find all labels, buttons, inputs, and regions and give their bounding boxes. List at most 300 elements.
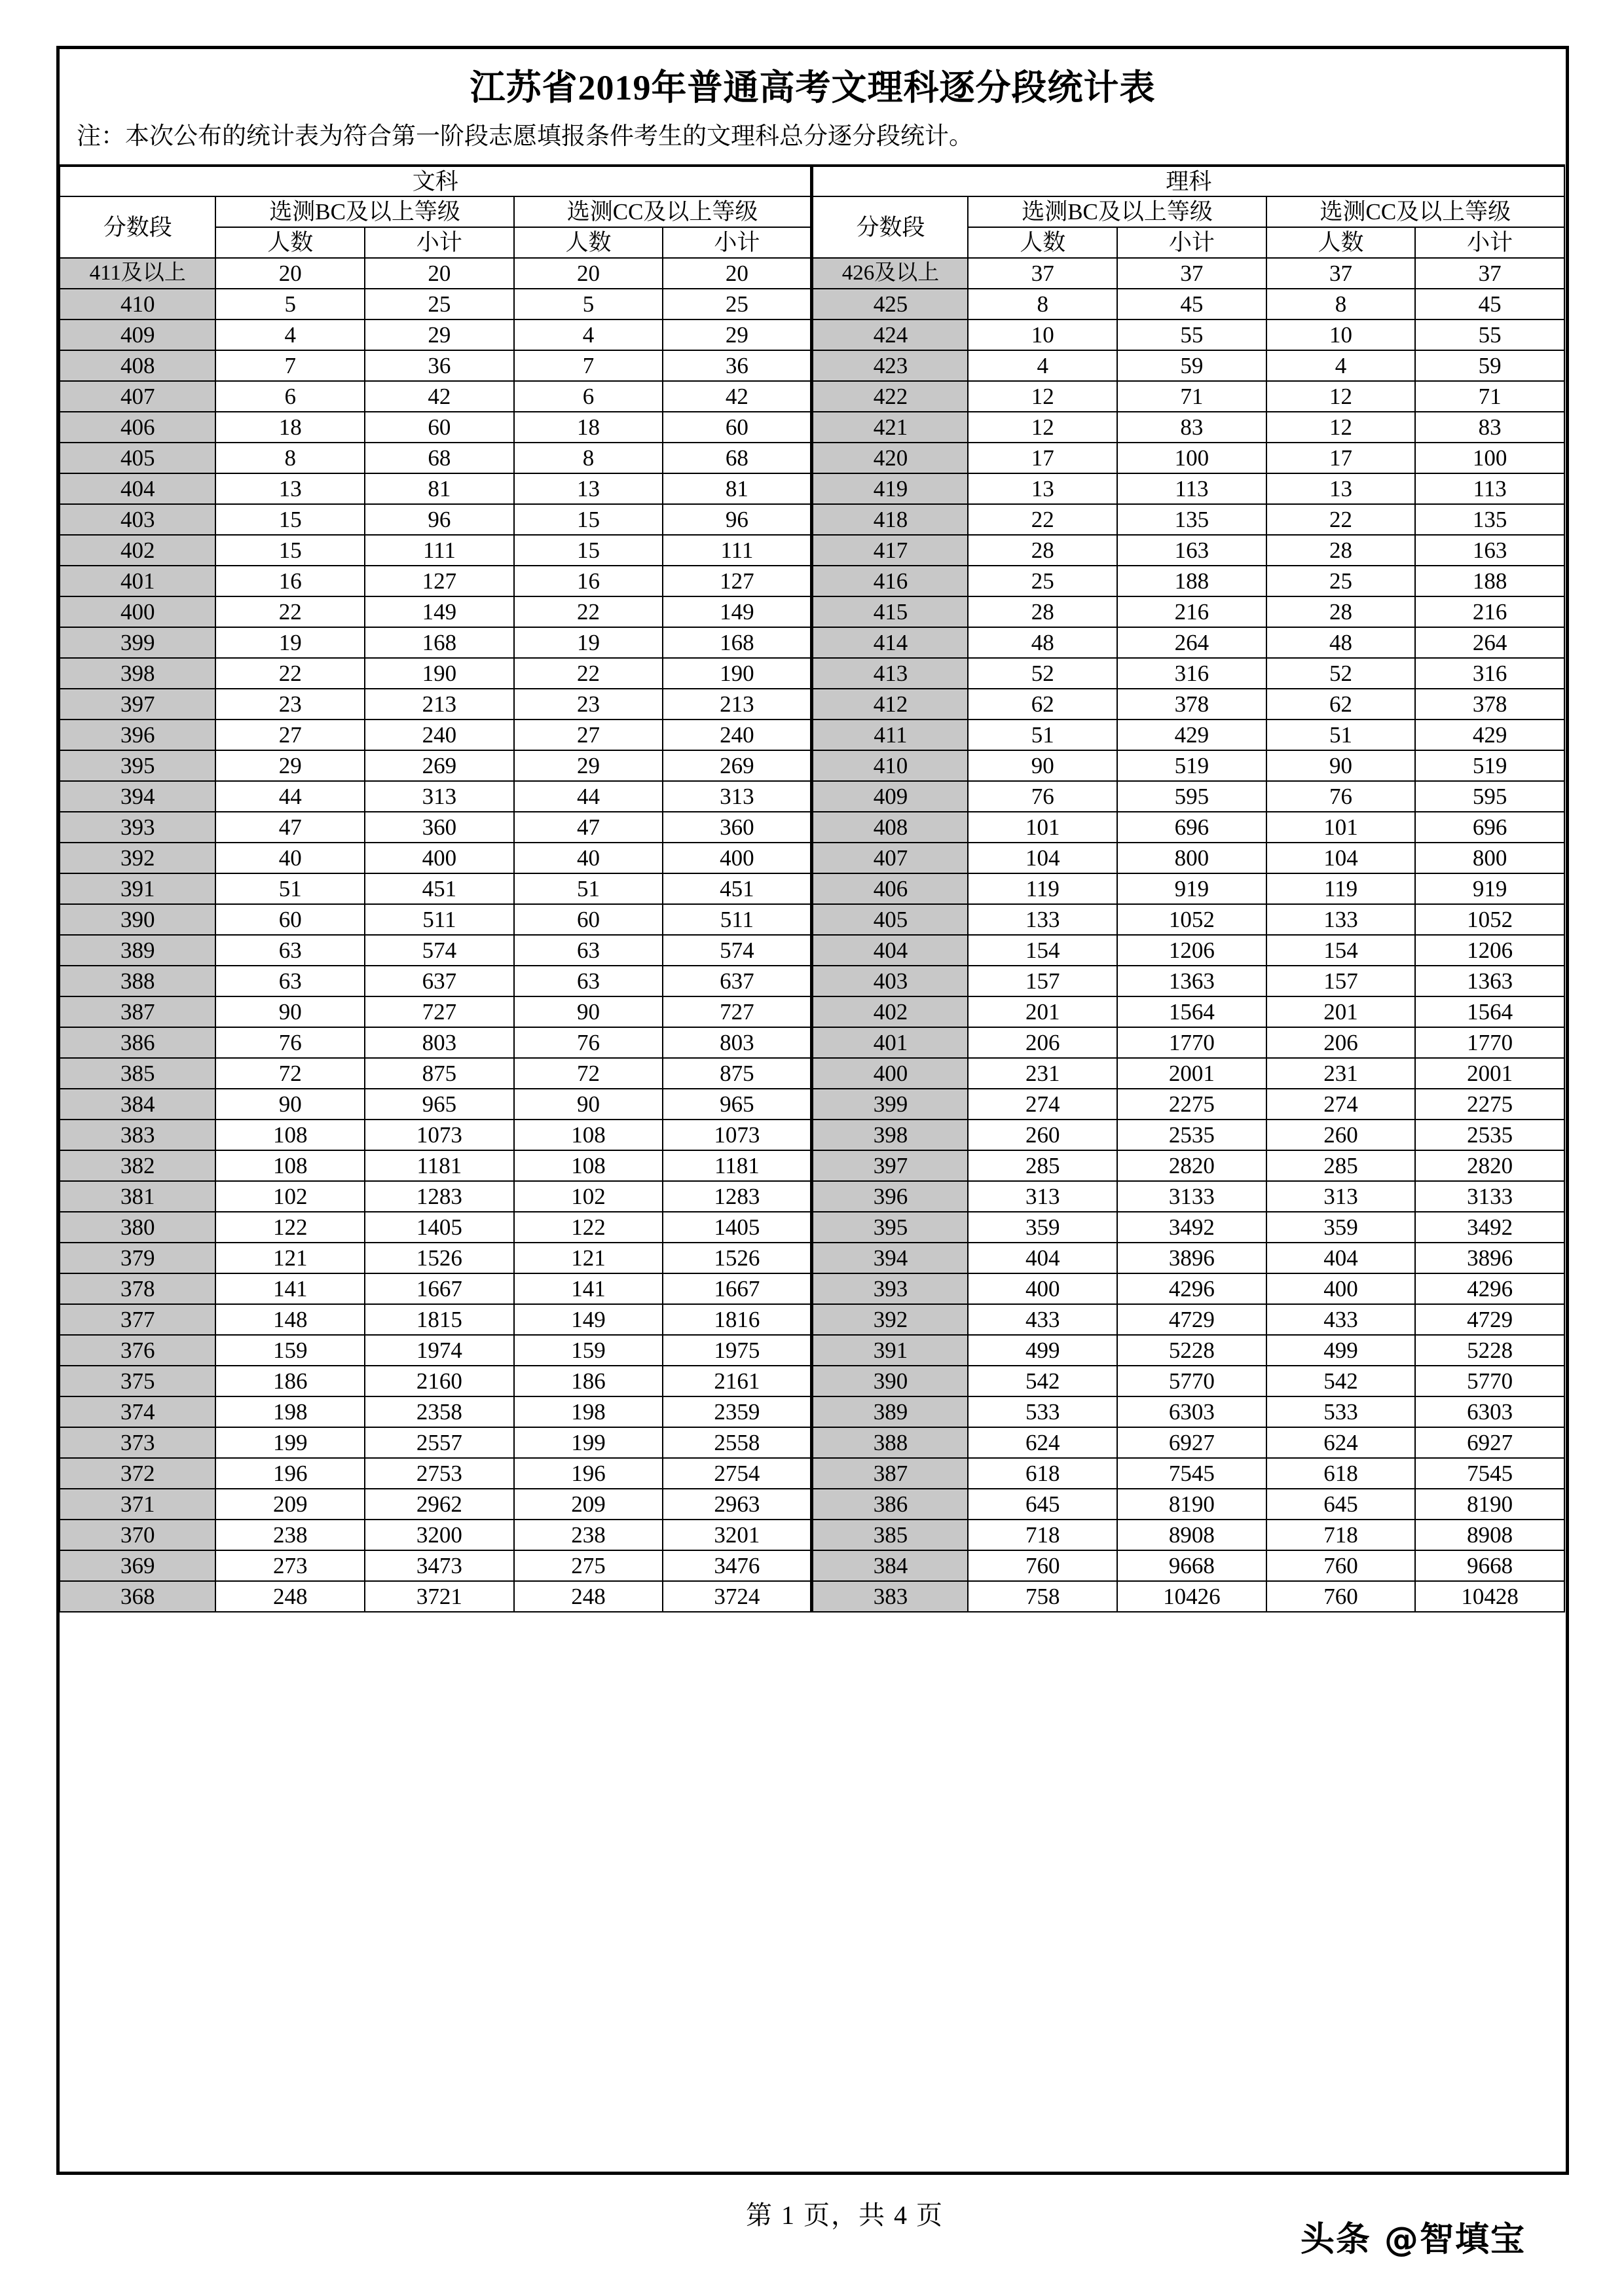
arts-cc-subtotal: 96 <box>663 504 812 535</box>
science-cc-count: 260 <box>1266 1120 1416 1150</box>
science-cc-count: 62 <box>1266 689 1416 720</box>
science-cc-count: 28 <box>1266 596 1416 627</box>
science-bc-count: 119 <box>968 873 1117 904</box>
science-score-band: 402 <box>812 996 968 1027</box>
science-score-band: 390 <box>812 1366 968 1396</box>
arts-score-band: 391 <box>60 873 215 904</box>
arts-cc-count: 40 <box>514 843 663 873</box>
arts-cc-subtotal: 574 <box>663 935 812 966</box>
table-row <box>60 289 1564 319</box>
arts-cc-subtotal: 637 <box>663 966 812 996</box>
science-score-band: 420 <box>812 443 968 473</box>
science-grade-cc-header: 选测CC及以上等级 <box>1266 196 1564 227</box>
science-score-band: 426及以上 <box>812 258 968 289</box>
arts-bc-subtotal: 3200 <box>365 1520 514 1550</box>
arts-bc-subtotal: 511 <box>365 904 514 935</box>
document-frame <box>56 46 1569 2175</box>
science-score-band: 394 <box>812 1243 968 1273</box>
arts-bc-count: 23 <box>215 689 365 720</box>
science-bc-count: 157 <box>968 966 1117 996</box>
arts-cc-count: 29 <box>514 750 663 781</box>
arts-bc-count: 199 <box>215 1427 365 1458</box>
arts-bc-subtotal: 68 <box>365 443 514 473</box>
science-score-band-header: 分数段 <box>812 196 968 258</box>
arts-cc-subtotal: 68 <box>663 443 812 473</box>
arts-bc-count: 20 <box>215 258 365 289</box>
table-row <box>60 1273 1564 1304</box>
arts-bc-subtotal: 451 <box>365 873 514 904</box>
science-bc-subtotal-header: 小计 <box>1117 227 1266 258</box>
arts-bc-subtotal: 875 <box>365 1058 514 1089</box>
arts-bc-subtotal: 727 <box>365 996 514 1027</box>
arts-bc-count: 60 <box>215 904 365 935</box>
science-cc-subtotal: 71 <box>1415 381 1564 412</box>
arts-cc-subtotal: 168 <box>663 627 812 658</box>
watermark: 头条 @智填宝 <box>1300 2220 1526 2259</box>
arts-cc-count: 5 <box>514 289 663 319</box>
arts-score-band: 384 <box>60 1089 215 1120</box>
arts-bc-subtotal: 3473 <box>365 1550 514 1581</box>
science-score-band: 399 <box>812 1089 968 1120</box>
arts-cc-subtotal: 3476 <box>663 1550 812 1581</box>
arts-cc-subtotal: 190 <box>663 658 812 689</box>
science-bc-subtotal: 8908 <box>1117 1520 1266 1550</box>
science-bc-subtotal: 4729 <box>1117 1304 1266 1335</box>
arts-bc-subtotal: 2962 <box>365 1489 514 1520</box>
science-cc-count: 231 <box>1266 1058 1416 1089</box>
arts-score-band: 379 <box>60 1243 215 1273</box>
science-bc-count: 499 <box>968 1335 1117 1366</box>
arts-bc-subtotal: 96 <box>365 504 514 535</box>
arts-bc-subtotal: 127 <box>365 566 514 596</box>
arts-bc-subtotal: 213 <box>365 689 514 720</box>
science-cc-subtotal: 2820 <box>1415 1150 1564 1181</box>
arts-bc-subtotal: 360 <box>365 812 514 843</box>
science-bc-subtotal: 6303 <box>1117 1396 1266 1427</box>
arts-bc-subtotal: 2358 <box>365 1396 514 1427</box>
arts-bc-count: 248 <box>215 1581 365 1612</box>
arts-cc-subtotal: 1073 <box>663 1120 812 1150</box>
science-bc-count: 12 <box>968 412 1117 443</box>
science-score-band: 384 <box>812 1550 968 1581</box>
arts-section-header: 文科 <box>60 166 812 196</box>
science-bc-subtotal: 10426 <box>1117 1581 1266 1612</box>
science-bc-subtotal: 3133 <box>1117 1181 1266 1212</box>
page-title: 江苏省2019年普通高考文理科逐分段统计表 <box>470 68 1156 107</box>
arts-score-band: 376 <box>60 1335 215 1366</box>
science-bc-count: 618 <box>968 1458 1117 1489</box>
science-cc-subtotal: 1770 <box>1415 1027 1564 1058</box>
science-score-band: 385 <box>812 1520 968 1550</box>
science-score-band: 395 <box>812 1212 968 1243</box>
science-cc-count: 76 <box>1266 781 1416 812</box>
arts-bc-count: 121 <box>215 1243 365 1273</box>
science-bc-subtotal: 71 <box>1117 381 1266 412</box>
arts-cc-count: 22 <box>514 658 663 689</box>
arts-score-band: 408 <box>60 350 215 381</box>
science-score-band: 401 <box>812 1027 968 1058</box>
science-score-band: 386 <box>812 1489 968 1520</box>
arts-bc-count: 4 <box>215 319 365 350</box>
science-score-band: 414 <box>812 627 968 658</box>
arts-cc-subtotal: 29 <box>663 319 812 350</box>
science-bc-count: 624 <box>968 1427 1117 1458</box>
arts-cc-count-header: 人数 <box>514 227 663 258</box>
arts-bc-subtotal: 81 <box>365 473 514 504</box>
science-bc-subtotal: 2001 <box>1117 1058 1266 1089</box>
table-row <box>60 350 1564 381</box>
arts-bc-subtotal: 313 <box>365 781 514 812</box>
science-cc-subtotal: 188 <box>1415 566 1564 596</box>
arts-bc-subtotal: 1815 <box>365 1304 514 1335</box>
arts-bc-subtotal: 60 <box>365 412 514 443</box>
arts-bc-count: 19 <box>215 627 365 658</box>
science-cc-count: 10 <box>1266 319 1416 350</box>
arts-cc-subtotal: 1667 <box>663 1273 812 1304</box>
arts-score-band: 374 <box>60 1396 215 1427</box>
science-bc-subtotal: 113 <box>1117 473 1266 504</box>
science-cc-count: 201 <box>1266 996 1416 1027</box>
arts-bc-subtotal: 3721 <box>365 1581 514 1612</box>
arts-bc-subtotal: 36 <box>365 350 514 381</box>
science-cc-subtotal: 100 <box>1415 443 1564 473</box>
science-cc-count: 13 <box>1266 473 1416 504</box>
arts-score-band: 410 <box>60 289 215 319</box>
science-cc-subtotal: 216 <box>1415 596 1564 627</box>
arts-cc-subtotal: 149 <box>663 596 812 627</box>
science-cc-count: 624 <box>1266 1427 1416 1458</box>
arts-score-band: 411及以上 <box>60 258 215 289</box>
arts-bc-subtotal: 2753 <box>365 1458 514 1489</box>
science-bc-subtotal: 135 <box>1117 504 1266 535</box>
science-bc-count: 104 <box>968 843 1117 873</box>
arts-cc-subtotal: 2161 <box>663 1366 812 1396</box>
science-bc-count: 37 <box>968 258 1117 289</box>
science-score-band: 383 <box>812 1581 968 1612</box>
arts-cc-subtotal: 36 <box>663 350 812 381</box>
science-bc-subtotal: 6927 <box>1117 1427 1266 1458</box>
arts-bc-subtotal: 1073 <box>365 1120 514 1150</box>
arts-bc-subtotal: 29 <box>365 319 514 350</box>
arts-score-band: 385 <box>60 1058 215 1089</box>
arts-bc-count: 40 <box>215 843 365 873</box>
arts-cc-subtotal: 42 <box>663 381 812 412</box>
science-cc-count: 404 <box>1266 1243 1416 1273</box>
arts-bc-count: 90 <box>215 996 365 1027</box>
arts-cc-count: 44 <box>514 781 663 812</box>
science-bc-subtotal: 3896 <box>1117 1243 1266 1273</box>
arts-bc-count: 108 <box>215 1150 365 1181</box>
arts-score-band: 388 <box>60 966 215 996</box>
science-bc-count: 12 <box>968 381 1117 412</box>
science-bc-subtotal: 4296 <box>1117 1273 1266 1304</box>
arts-cc-count: 19 <box>514 627 663 658</box>
arts-bc-count: 16 <box>215 566 365 596</box>
arts-bc-count: 198 <box>215 1396 365 1427</box>
science-cc-subtotal: 2001 <box>1415 1058 1564 1089</box>
science-cc-count: 618 <box>1266 1458 1416 1489</box>
science-score-band: 389 <box>812 1396 968 1427</box>
arts-score-band: 383 <box>60 1120 215 1150</box>
science-cc-subtotal: 696 <box>1415 812 1564 843</box>
science-cc-subtotal: 1564 <box>1415 996 1564 1027</box>
arts-score-band: 396 <box>60 720 215 750</box>
science-bc-subtotal: 378 <box>1117 689 1266 720</box>
science-cc-count: 760 <box>1266 1550 1416 1581</box>
arts-cc-subtotal: 803 <box>663 1027 812 1058</box>
science-cc-subtotal: 429 <box>1415 720 1564 750</box>
arts-score-band: 394 <box>60 781 215 812</box>
arts-bc-subtotal: 965 <box>365 1089 514 1120</box>
science-cc-count: 119 <box>1266 873 1416 904</box>
science-score-band: 398 <box>812 1120 968 1150</box>
science-score-band: 417 <box>812 535 968 566</box>
arts-bc-subtotal: 574 <box>365 935 514 966</box>
science-score-band: 423 <box>812 350 968 381</box>
table-row <box>60 1335 1564 1366</box>
science-cc-count-header: 人数 <box>1266 227 1416 258</box>
science-bc-count: 400 <box>968 1273 1117 1304</box>
science-cc-count: 359 <box>1266 1212 1416 1243</box>
arts-bc-count: 51 <box>215 873 365 904</box>
table-row <box>60 720 1564 750</box>
science-bc-subtotal: 9668 <box>1117 1550 1266 1581</box>
science-cc-count: 4 <box>1266 350 1416 381</box>
arts-score-band: 404 <box>60 473 215 504</box>
arts-cc-subtotal: 2359 <box>663 1396 812 1427</box>
science-cc-subtotal: 45 <box>1415 289 1564 319</box>
table-row <box>60 504 1564 535</box>
science-bc-count: 13 <box>968 473 1117 504</box>
arts-cc-count: 141 <box>514 1273 663 1304</box>
arts-cc-count: 15 <box>514 535 663 566</box>
arts-score-band: 398 <box>60 658 215 689</box>
arts-score-band: 380 <box>60 1212 215 1243</box>
science-score-band: 388 <box>812 1427 968 1458</box>
science-bc-subtotal: 2275 <box>1117 1089 1266 1120</box>
arts-cc-count: 122 <box>514 1212 663 1243</box>
science-bc-count: 22 <box>968 504 1117 535</box>
science-score-band: 396 <box>812 1181 968 1212</box>
arts-score-band: 382 <box>60 1150 215 1181</box>
arts-bc-count: 148 <box>215 1304 365 1335</box>
arts-bc-subtotal: 20 <box>365 258 514 289</box>
arts-cc-subtotal: 3201 <box>663 1520 812 1550</box>
science-score-band: 405 <box>812 904 968 935</box>
table-row <box>60 319 1564 350</box>
arts-bc-subtotal: 1283 <box>365 1181 514 1212</box>
science-bc-subtotal: 429 <box>1117 720 1266 750</box>
science-score-band: 415 <box>812 596 968 627</box>
science-cc-subtotal: 2535 <box>1415 1120 1564 1150</box>
arts-bc-count: 5 <box>215 289 365 319</box>
science-cc-subtotal: 6303 <box>1415 1396 1564 1427</box>
science-bc-subtotal: 7545 <box>1117 1458 1266 1489</box>
arts-score-band: 378 <box>60 1273 215 1304</box>
arts-score-band: 372 <box>60 1458 215 1489</box>
arts-bc-count: 90 <box>215 1089 365 1120</box>
science-cc-subtotal: 4296 <box>1415 1273 1564 1304</box>
science-bc-subtotal: 100 <box>1117 443 1266 473</box>
arts-cc-subtotal: 2754 <box>663 1458 812 1489</box>
arts-bc-subtotal: 42 <box>365 381 514 412</box>
table-row <box>60 658 1564 689</box>
science-bc-subtotal: 83 <box>1117 412 1266 443</box>
arts-cc-count: 149 <box>514 1304 663 1335</box>
science-cc-subtotal: 3492 <box>1415 1212 1564 1243</box>
arts-cc-count: 6 <box>514 381 663 412</box>
science-bc-subtotal: 1052 <box>1117 904 1266 935</box>
arts-score-band: 373 <box>60 1427 215 1458</box>
arts-cc-subtotal: 127 <box>663 566 812 596</box>
table-row <box>60 935 1564 966</box>
arts-bc-count: 159 <box>215 1335 365 1366</box>
science-cc-subtotal: 378 <box>1415 689 1564 720</box>
science-score-band: 391 <box>812 1335 968 1366</box>
arts-cc-subtotal: 511 <box>663 904 812 935</box>
science-cc-subtotal: 7545 <box>1415 1458 1564 1489</box>
science-score-band: 411 <box>812 720 968 750</box>
science-cc-subtotal-header: 小计 <box>1415 227 1564 258</box>
science-score-band: 400 <box>812 1058 968 1089</box>
arts-cc-count: 16 <box>514 566 663 596</box>
arts-cc-count: 60 <box>514 904 663 935</box>
arts-cc-count: 18 <box>514 412 663 443</box>
arts-cc-count: 102 <box>514 1181 663 1212</box>
arts-score-band: 369 <box>60 1550 215 1581</box>
science-cc-count: 542 <box>1266 1366 1416 1396</box>
arts-cc-subtotal: 875 <box>663 1058 812 1089</box>
arts-bc-subtotal: 25 <box>365 289 514 319</box>
arts-bc-count: 102 <box>215 1181 365 1212</box>
arts-bc-count: 13 <box>215 473 365 504</box>
science-score-band: 403 <box>812 966 968 996</box>
table-row <box>60 627 1564 658</box>
science-score-band: 419 <box>812 473 968 504</box>
science-cc-count: 51 <box>1266 720 1416 750</box>
arts-bc-count: 44 <box>215 781 365 812</box>
arts-bc-count: 22 <box>215 596 365 627</box>
arts-bc-subtotal: 1181 <box>365 1150 514 1181</box>
arts-score-band: 406 <box>60 412 215 443</box>
science-score-band: 409 <box>812 781 968 812</box>
table-row <box>60 1396 1564 1427</box>
table-row <box>60 566 1564 596</box>
science-cc-count: 37 <box>1266 258 1416 289</box>
arts-cc-count: 199 <box>514 1427 663 1458</box>
table-row <box>60 1212 1564 1243</box>
arts-bc-count: 22 <box>215 658 365 689</box>
science-bc-subtotal: 59 <box>1117 350 1266 381</box>
arts-cc-subtotal: 25 <box>663 289 812 319</box>
arts-cc-subtotal: 2963 <box>663 1489 812 1520</box>
arts-cc-subtotal: 3724 <box>663 1581 812 1612</box>
science-score-band: 404 <box>812 935 968 966</box>
science-score-band: 418 <box>812 504 968 535</box>
science-score-band: 413 <box>812 658 968 689</box>
science-bc-subtotal: 216 <box>1117 596 1266 627</box>
science-bc-subtotal: 316 <box>1117 658 1266 689</box>
science-cc-count: 12 <box>1266 381 1416 412</box>
arts-cc-subtotal: 400 <box>663 843 812 873</box>
arts-cc-count: 51 <box>514 873 663 904</box>
table-row <box>60 1489 1564 1520</box>
science-section-header: 理科 <box>812 166 1564 196</box>
arts-bc-count: 15 <box>215 535 365 566</box>
arts-score-band: 368 <box>60 1581 215 1612</box>
science-cc-subtotal: 6927 <box>1415 1427 1564 1458</box>
science-score-band: 416 <box>812 566 968 596</box>
arts-bc-count: 8 <box>215 443 365 473</box>
science-bc-subtotal: 188 <box>1117 566 1266 596</box>
arts-score-band: 370 <box>60 1520 215 1550</box>
science-cc-count: 718 <box>1266 1520 1416 1550</box>
science-score-band: 407 <box>812 843 968 873</box>
science-cc-subtotal: 1052 <box>1415 904 1564 935</box>
table-row <box>60 1581 1564 1612</box>
science-score-band: 425 <box>812 289 968 319</box>
science-bc-count: 645 <box>968 1489 1117 1520</box>
science-bc-count: 28 <box>968 535 1117 566</box>
arts-bc-subtotal: 149 <box>365 596 514 627</box>
table-row <box>60 1027 1564 1058</box>
table-row <box>60 1304 1564 1335</box>
table-row <box>60 535 1564 566</box>
arts-bc-count: 7 <box>215 350 365 381</box>
science-cc-count: 499 <box>1266 1335 1416 1366</box>
table-row <box>60 258 1564 289</box>
science-cc-count: 206 <box>1266 1027 1416 1058</box>
science-bc-count: 206 <box>968 1027 1117 1058</box>
arts-cc-subtotal: 81 <box>663 473 812 504</box>
arts-bc-subtotal: 240 <box>365 720 514 750</box>
science-bc-count: 201 <box>968 996 1117 1027</box>
science-cc-count: 90 <box>1266 750 1416 781</box>
table-row <box>60 904 1564 935</box>
arts-cc-subtotal: 60 <box>663 412 812 443</box>
arts-cc-subtotal: 1405 <box>663 1212 812 1243</box>
science-bc-count: 533 <box>968 1396 1117 1427</box>
science-cc-count: 760 <box>1266 1581 1416 1612</box>
arts-cc-count: 196 <box>514 1458 663 1489</box>
science-cc-subtotal: 135 <box>1415 504 1564 535</box>
science-bc-count: 433 <box>968 1304 1117 1335</box>
arts-cc-count: 121 <box>514 1243 663 1273</box>
table-row <box>60 843 1564 873</box>
arts-cc-subtotal: 360 <box>663 812 812 843</box>
science-cc-subtotal: 5770 <box>1415 1366 1564 1396</box>
arts-bc-count: 108 <box>215 1120 365 1150</box>
science-bc-subtotal: 800 <box>1117 843 1266 873</box>
arts-bc-count: 72 <box>215 1058 365 1089</box>
science-bc-count: 285 <box>968 1150 1117 1181</box>
science-bc-count: 28 <box>968 596 1117 627</box>
arts-cc-count: 108 <box>514 1120 663 1150</box>
science-bc-subtotal: 8190 <box>1117 1489 1266 1520</box>
science-bc-count: 10 <box>968 319 1117 350</box>
arts-cc-subtotal: 2558 <box>663 1427 812 1458</box>
arts-score-band: 390 <box>60 904 215 935</box>
arts-cc-count: 159 <box>514 1335 663 1366</box>
science-bc-subtotal: 595 <box>1117 781 1266 812</box>
arts-score-band: 403 <box>60 504 215 535</box>
science-cc-subtotal: 8190 <box>1415 1489 1564 1520</box>
science-bc-count: 718 <box>968 1520 1117 1550</box>
arts-cc-subtotal: 240 <box>663 720 812 750</box>
arts-score-band: 395 <box>60 750 215 781</box>
science-bc-subtotal: 55 <box>1117 319 1266 350</box>
arts-cc-subtotal: 1181 <box>663 1150 812 1181</box>
